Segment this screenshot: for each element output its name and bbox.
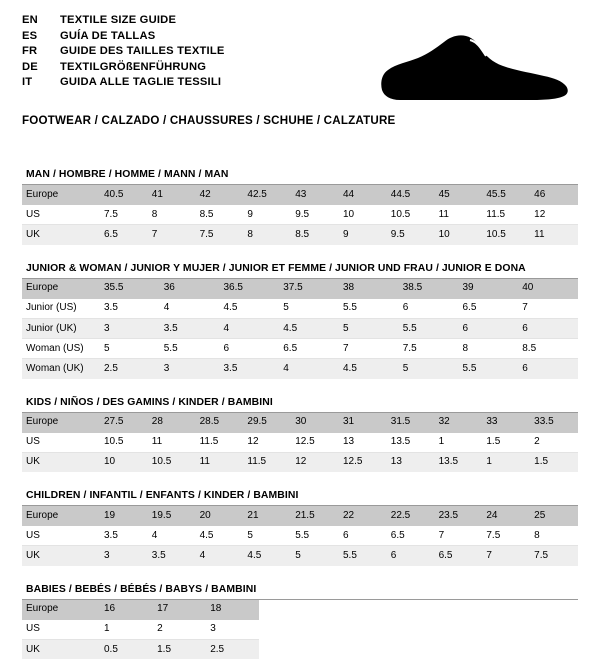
row-label: Europe <box>22 600 100 620</box>
row-label: UK <box>22 546 100 566</box>
cell: 40.5 <box>100 185 148 205</box>
row-label: UK <box>22 452 100 472</box>
table-row <box>22 600 578 620</box>
cell: 1 <box>435 432 483 452</box>
table-row <box>22 546 578 566</box>
cell: 7 <box>435 526 483 546</box>
cell: 22.5 <box>387 506 435 526</box>
language-row <box>22 14 225 30</box>
cell: 10 <box>100 452 148 472</box>
cell: 4 <box>148 526 196 546</box>
cell: 45.5 <box>482 185 530 205</box>
language-code: FR <box>22 45 60 61</box>
cell: 9 <box>339 225 387 245</box>
cell: 1 <box>100 619 153 639</box>
language-title: TEXTILGRÖßENFÜHRUNG <box>60 61 225 77</box>
language-code: IT <box>22 76 60 92</box>
cell: 6 <box>339 526 387 546</box>
spacer-cell <box>312 600 365 620</box>
cell: 45 <box>435 185 483 205</box>
cell: 8.5 <box>196 205 244 225</box>
cell: 37.5 <box>279 279 339 299</box>
cell: 41 <box>148 185 196 205</box>
language-code: EN <box>22 14 60 30</box>
cell: 16 <box>100 600 153 620</box>
language-code: ES <box>22 30 60 46</box>
cell: 10.5 <box>482 225 530 245</box>
spacer-cell <box>419 640 472 659</box>
cell: 5 <box>279 298 339 318</box>
language-code: DE <box>22 61 60 77</box>
cell: 4 <box>196 546 244 566</box>
row-label: US <box>22 205 100 225</box>
cell: 5 <box>243 526 291 546</box>
cell: 7.5 <box>399 339 459 359</box>
spacer-cell <box>472 600 525 620</box>
cell: 1.5 <box>482 432 530 452</box>
spacer-cell <box>312 640 365 659</box>
cell: 0.5 <box>100 640 153 659</box>
cell: 6.5 <box>387 526 435 546</box>
cell: 38 <box>339 279 399 299</box>
cell: 5.5 <box>160 339 220 359</box>
cell: 7.5 <box>100 205 148 225</box>
row-label: Europe <box>22 506 100 526</box>
table-row <box>22 205 578 225</box>
cell: 7 <box>482 546 530 566</box>
section-title-babies: BABIES / BEBÉS / BÉBÉS / BABYS / BAMBINI <box>22 584 578 600</box>
spacer-cell <box>472 619 525 639</box>
spacer-cell <box>312 619 365 639</box>
cell: 39 <box>459 279 519 299</box>
cell: 8 <box>459 339 519 359</box>
cell: 21.5 <box>291 506 339 526</box>
cell: 2.5 <box>206 640 259 659</box>
language-row <box>22 30 225 46</box>
language-title: TEXTILE SIZE GUIDE <box>60 14 225 30</box>
table-row <box>22 225 578 245</box>
size-table-babies <box>22 600 578 659</box>
row-label: Junior (UK) <box>22 318 100 338</box>
cell: 8 <box>243 225 291 245</box>
row-label: Europe <box>22 413 100 433</box>
cell: 1 <box>482 452 530 472</box>
cell: 4 <box>220 318 280 338</box>
cell: 43 <box>291 185 339 205</box>
section-title-man: MAN / HOMBRE / HOMME / MANN / MAN <box>22 169 578 185</box>
cell: 7 <box>339 339 399 359</box>
row-label: UK <box>22 225 100 245</box>
cell: 11 <box>435 205 483 225</box>
row-label: US <box>22 432 100 452</box>
cell: 13.5 <box>435 452 483 472</box>
cell: 4.5 <box>279 318 339 338</box>
size-table-junior-woman <box>22 279 578 379</box>
cell: 7.5 <box>530 546 578 566</box>
cell: 5.5 <box>291 526 339 546</box>
language-title-table <box>22 14 225 92</box>
document-header <box>22 14 578 106</box>
cell: 24 <box>482 506 530 526</box>
section-kids <box>22 397 578 473</box>
table-row <box>22 432 578 452</box>
spacer-cell <box>259 640 312 659</box>
size-table-kids <box>22 413 578 473</box>
cell: 12 <box>530 205 578 225</box>
cell: 1.5 <box>530 452 578 472</box>
cell: 11 <box>530 225 578 245</box>
language-row <box>22 61 225 77</box>
size-table-children <box>22 506 578 566</box>
cell: 22 <box>339 506 387 526</box>
cell: 28 <box>148 413 196 433</box>
cell: 4.5 <box>339 359 399 379</box>
cell: 4.5 <box>220 298 280 318</box>
cell: 35.5 <box>100 279 160 299</box>
cell: 3.5 <box>220 359 280 379</box>
cell: 13.5 <box>387 432 435 452</box>
table-row <box>22 318 578 338</box>
cell: 4 <box>160 298 220 318</box>
cell: 28.5 <box>196 413 244 433</box>
cell: 6 <box>399 298 459 318</box>
row-label: Europe <box>22 279 100 299</box>
spacer-cell <box>366 600 419 620</box>
size-table-man <box>22 185 578 245</box>
spacer-cell <box>259 600 312 620</box>
cell: 7 <box>518 298 578 318</box>
cell: 8.5 <box>518 339 578 359</box>
table-row <box>22 619 578 639</box>
cell: 2 <box>153 619 206 639</box>
section-children <box>22 490 578 566</box>
cell: 20 <box>196 506 244 526</box>
table-row <box>22 526 578 546</box>
cell: 25 <box>530 506 578 526</box>
language-row <box>22 76 225 92</box>
cell: 46 <box>530 185 578 205</box>
cell: 32 <box>435 413 483 433</box>
cell: 6 <box>459 318 519 338</box>
cell: 1.5 <box>153 640 206 659</box>
cell: 5.5 <box>339 298 399 318</box>
table-row <box>22 640 578 659</box>
table-row <box>22 298 578 318</box>
cell: 10 <box>435 225 483 245</box>
cell: 17 <box>153 600 206 620</box>
cell: 3 <box>206 619 259 639</box>
spacer-cell <box>419 619 472 639</box>
cell: 5.5 <box>459 359 519 379</box>
cell: 4 <box>279 359 339 379</box>
cell: 3 <box>160 359 220 379</box>
spacer-cell <box>525 600 578 620</box>
cell: 6 <box>387 546 435 566</box>
cell: 6 <box>518 318 578 338</box>
cell: 12.5 <box>339 452 387 472</box>
cell: 36.5 <box>220 279 280 299</box>
cell: 19 <box>100 506 148 526</box>
cell: 12 <box>243 432 291 452</box>
spacer-cell <box>366 619 419 639</box>
table-row <box>22 339 578 359</box>
cell: 11 <box>196 452 244 472</box>
cell: 12 <box>291 452 339 472</box>
cell: 11.5 <box>243 452 291 472</box>
table-row <box>22 452 578 472</box>
cell: 42 <box>196 185 244 205</box>
cell: 6 <box>518 359 578 379</box>
table-row <box>22 506 578 526</box>
cell: 7.5 <box>482 526 530 546</box>
table-row <box>22 279 578 299</box>
cell: 13 <box>339 432 387 452</box>
cell: 27.5 <box>100 413 148 433</box>
cell: 6.5 <box>279 339 339 359</box>
table-row <box>22 359 578 379</box>
cell: 5 <box>100 339 160 359</box>
cell: 33 <box>482 413 530 433</box>
cell: 5.5 <box>339 546 387 566</box>
cell: 7.5 <box>196 225 244 245</box>
cell: 40 <box>518 279 578 299</box>
table-row <box>22 413 578 433</box>
row-label: Woman (UK) <box>22 359 100 379</box>
cell: 42.5 <box>243 185 291 205</box>
row-label: Junior (US) <box>22 298 100 318</box>
cell: 13 <box>387 452 435 472</box>
row-label: Woman (US) <box>22 339 100 359</box>
dress-shoe-icon <box>374 30 574 104</box>
cell: 10 <box>339 205 387 225</box>
section-title-junior-woman: JUNIOR & WOMAN / JUNIOR Y MUJER / JUNIOR ET FEMME / JUNIOR UND FRAU / JUNIOR E DONA <box>22 263 578 279</box>
cell: 3.5 <box>148 546 196 566</box>
spacer-cell <box>472 640 525 659</box>
cell: 3 <box>100 318 160 338</box>
cell: 19.5 <box>148 506 196 526</box>
cell: 30 <box>291 413 339 433</box>
table-row <box>22 185 578 205</box>
cell: 44.5 <box>387 185 435 205</box>
section-title-kids: KIDS / NIÑOS / DES GAMINS / KINDER / BAMBINI <box>22 397 578 413</box>
row-label: UK <box>22 640 100 659</box>
row-label: US <box>22 619 100 639</box>
cell: 8 <box>148 205 196 225</box>
cell: 5.5 <box>399 318 459 338</box>
section-junior-woman <box>22 263 578 379</box>
cell: 10.5 <box>387 205 435 225</box>
cell: 12.5 <box>291 432 339 452</box>
cell: 38.5 <box>399 279 459 299</box>
cell: 7 <box>148 225 196 245</box>
cell: 36 <box>160 279 220 299</box>
cell: 3.5 <box>100 298 160 318</box>
spacer-cell <box>525 619 578 639</box>
cell: 29.5 <box>243 413 291 433</box>
language-title: GUIDA ALLE TAGLIE TESSILI <box>60 76 225 92</box>
spacer-cell <box>259 619 312 639</box>
cell: 2 <box>530 432 578 452</box>
row-label: US <box>22 526 100 546</box>
spacer-cell <box>525 640 578 659</box>
cell: 9.5 <box>291 205 339 225</box>
cell: 4.5 <box>243 546 291 566</box>
cell: 6 <box>220 339 280 359</box>
cell: 3.5 <box>100 526 148 546</box>
language-title: GUÍA DE TALLAS <box>60 30 225 46</box>
language-title-body <box>22 14 225 92</box>
cell: 31.5 <box>387 413 435 433</box>
cell: 10.5 <box>148 452 196 472</box>
language-row <box>22 45 225 61</box>
cell: 21 <box>243 506 291 526</box>
cell: 5 <box>339 318 399 338</box>
cell: 11.5 <box>482 205 530 225</box>
cell: 44 <box>339 185 387 205</box>
section-man <box>22 169 578 245</box>
cell: 5 <box>291 546 339 566</box>
cell: 4.5 <box>196 526 244 546</box>
cell: 18 <box>206 600 259 620</box>
document-subtitle: FOOTWEAR / CALZADO / CHAUSSURES / SCHUHE / CALZATURE <box>22 114 578 127</box>
cell: 6.5 <box>100 225 148 245</box>
cell: 23.5 <box>435 506 483 526</box>
cell: 11.5 <box>196 432 244 452</box>
cell: 3 <box>100 546 148 566</box>
cell: 5 <box>399 359 459 379</box>
cell: 9.5 <box>387 225 435 245</box>
cell: 33.5 <box>530 413 578 433</box>
cell: 31 <box>339 413 387 433</box>
spacer-cell <box>366 640 419 659</box>
cell: 6.5 <box>459 298 519 318</box>
cell: 11 <box>148 432 196 452</box>
cell: 8 <box>530 526 578 546</box>
row-label: Europe <box>22 185 100 205</box>
cell: 3.5 <box>160 318 220 338</box>
section-babies <box>22 584 578 659</box>
section-title-children: CHILDREN / INFANTIL / ENFANTS / KINDER / BAMBINI <box>22 490 578 506</box>
language-title: GUIDE DES TAILLES TEXTILE <box>60 45 225 61</box>
cell: 9 <box>243 205 291 225</box>
cell: 10.5 <box>100 432 148 452</box>
cell: 2.5 <box>100 359 160 379</box>
cell: 8.5 <box>291 225 339 245</box>
spacer-cell <box>419 600 472 620</box>
cell: 6.5 <box>435 546 483 566</box>
